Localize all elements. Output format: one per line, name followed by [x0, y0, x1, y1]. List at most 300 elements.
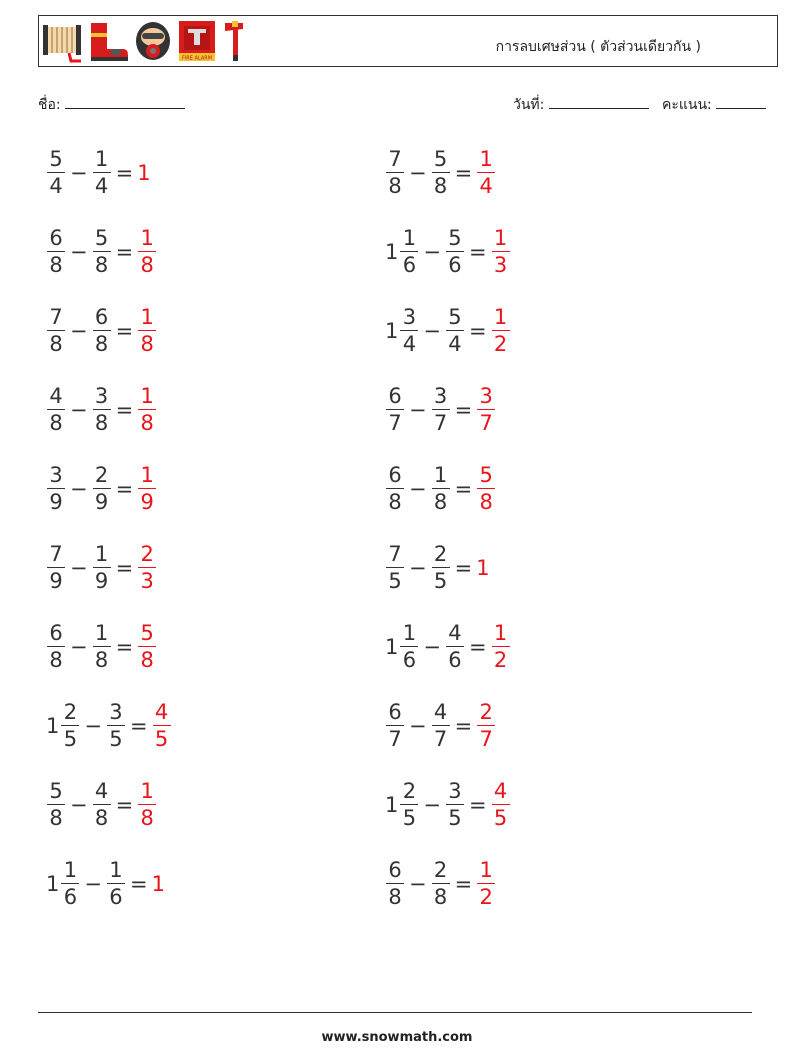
minuend [46, 307, 66, 355]
answer [152, 872, 166, 896]
subtrahend-fraction [446, 623, 464, 671]
subtrahend [92, 544, 112, 592]
answer-denominator: 9 [140, 490, 154, 514]
subtrahend-numerator: 1 [93, 544, 111, 568]
answer-fraction [138, 228, 156, 276]
problem-item [46, 146, 152, 200]
answer-fraction [138, 544, 156, 592]
minuend-denominator: 5 [388, 569, 402, 593]
subtrahend [431, 386, 451, 434]
minuend-numerator: 3 [47, 465, 65, 489]
subtrahend-denominator: 8 [433, 885, 448, 909]
date-field [513, 94, 649, 116]
minus-sign: − [423, 319, 441, 343]
minuend [46, 544, 66, 592]
minuend [385, 307, 419, 355]
answer [152, 702, 172, 750]
subtrahend-numerator: 3 [93, 386, 111, 410]
minus-sign: − [423, 793, 441, 817]
subtrahend [92, 149, 112, 197]
equals-sign: = [468, 240, 487, 264]
minuend [385, 149, 405, 197]
answer-fraction [492, 228, 510, 276]
subtrahend-fraction [107, 702, 125, 750]
minus-sign: − [423, 635, 441, 659]
answer-numerator: 5 [138, 623, 156, 647]
subtrahend-denominator: 4 [448, 332, 462, 356]
minuend-fraction [386, 544, 404, 592]
subtrahend-fraction [432, 860, 450, 908]
minuend-numerator: 6 [386, 386, 404, 410]
subtrahend [431, 860, 451, 908]
minus-sign: − [70, 477, 88, 501]
minuend [46, 702, 80, 750]
subtrahend-numerator: 3 [446, 781, 464, 805]
subtrahend-denominator: 8 [94, 332, 109, 356]
minuend-denominator: 8 [49, 648, 63, 672]
problem-item [385, 225, 511, 279]
equals-sign: = [454, 161, 473, 185]
minus-sign: − [70, 161, 88, 185]
minuend-fraction [47, 623, 65, 671]
answer-fraction [138, 386, 156, 434]
subtrahend-denominator: 8 [94, 253, 109, 277]
subtrahend-fraction [446, 228, 464, 276]
minuend-numerator: 3 [400, 307, 418, 331]
answer-whole: 1 [476, 556, 490, 580]
problem-item [46, 857, 166, 911]
name-field [38, 94, 185, 116]
answer-denominator: 8 [479, 490, 493, 514]
answer-fraction [138, 623, 156, 671]
minuend-fraction [47, 149, 65, 197]
minuend [46, 781, 66, 829]
problem-item [385, 304, 511, 358]
equals-sign: = [454, 872, 473, 896]
answer-numerator: 4 [153, 702, 171, 726]
score-field [662, 94, 766, 116]
minuend-numerator: 1 [400, 228, 418, 252]
subtrahend-fraction [432, 149, 450, 197]
minuend-numerator: 6 [47, 228, 65, 252]
equals-sign: = [115, 161, 134, 185]
equals-sign: = [129, 714, 148, 738]
minuend-fraction [386, 465, 404, 513]
answer-whole: 1 [151, 872, 165, 896]
subtrahend-fraction [93, 307, 111, 355]
subtrahend [92, 465, 112, 513]
date-label: วันที่: [513, 97, 545, 113]
problem-item [385, 778, 511, 832]
fire-hose-icon [41, 19, 83, 63]
answer [491, 307, 511, 355]
answer-numerator: 1 [138, 386, 156, 410]
subtrahend [92, 386, 112, 434]
minus-sign: − [70, 793, 88, 817]
subtrahend-fraction [93, 781, 111, 829]
minuend-numerator: 4 [47, 386, 65, 410]
answer-numerator: 1 [138, 781, 156, 805]
answer-numerator: 3 [477, 386, 495, 410]
subtrahend [431, 544, 451, 592]
minuend-whole: 1 [385, 793, 399, 817]
subtrahend-numerator: 3 [432, 386, 450, 410]
subtrahend-fraction [446, 307, 464, 355]
subtrahend-fraction [432, 386, 450, 434]
minuend [385, 544, 405, 592]
answer [476, 860, 496, 908]
answer-numerator: 1 [492, 307, 510, 331]
minus-sign: − [70, 319, 88, 343]
subtrahend [431, 465, 451, 513]
subtrahend [445, 307, 465, 355]
fire-alarm-icon [177, 19, 217, 63]
answer-denominator: 8 [140, 806, 154, 830]
header-icons [41, 18, 251, 64]
subtrahend-fraction [432, 544, 450, 592]
subtrahend-numerator: 5 [446, 307, 464, 331]
answer-denominator: 5 [154, 727, 169, 751]
minuend-denominator: 4 [49, 174, 63, 198]
answer-denominator: 7 [479, 727, 493, 751]
answer-fraction [138, 781, 156, 829]
minuend-fraction [47, 228, 65, 276]
answer-fraction [477, 386, 495, 434]
subtrahend-numerator: 2 [432, 544, 450, 568]
minuend-denominator: 8 [49, 332, 63, 356]
answer [137, 307, 157, 355]
subtrahend [445, 781, 465, 829]
score-line[interactable] [716, 94, 766, 109]
minuend-denominator: 8 [388, 174, 402, 198]
subtrahend-denominator: 8 [94, 411, 109, 435]
minuend-numerator: 5 [47, 149, 65, 173]
subtrahend-numerator: 4 [432, 702, 450, 726]
minuend [46, 465, 66, 513]
subtrahend-fraction [93, 465, 111, 513]
minuend-denominator: 7 [388, 411, 402, 435]
problem-item [385, 857, 496, 911]
answer-denominator: 2 [493, 648, 508, 672]
equals-sign: = [115, 319, 134, 343]
answer [137, 781, 157, 829]
problem-item [46, 225, 157, 279]
subtrahend-denominator: 6 [448, 648, 462, 672]
minuend-numerator: 2 [400, 781, 418, 805]
fire-boot-icon [87, 19, 129, 63]
subtrahend-numerator: 2 [432, 860, 450, 884]
subtrahend-denominator: 5 [433, 569, 448, 593]
subtrahend [445, 228, 465, 276]
answer-denominator: 8 [140, 411, 154, 435]
minuend-whole: 1 [385, 635, 399, 659]
answer-fraction [138, 307, 156, 355]
answer [491, 623, 511, 671]
subtrahend-denominator: 8 [94, 648, 109, 672]
problem-item [385, 541, 491, 595]
equals-sign: = [468, 635, 487, 659]
minuend-denominator: 9 [49, 569, 63, 593]
subtrahend-fraction [93, 228, 111, 276]
subtrahend-denominator: 5 [109, 727, 123, 751]
name-label: ชื่อ: [38, 97, 61, 113]
answer [137, 228, 157, 276]
problem-item [46, 383, 157, 437]
answer-fraction [153, 702, 171, 750]
subtrahend [431, 702, 451, 750]
minuend-denominator: 5 [63, 727, 78, 751]
problem-item [46, 462, 157, 516]
subtrahend [92, 623, 112, 671]
minuend-numerator: 2 [61, 702, 79, 726]
subtrahend-numerator: 1 [107, 860, 125, 884]
subtrahend-numerator: 4 [93, 781, 111, 805]
minuend [385, 702, 405, 750]
answer-denominator: 3 [140, 569, 154, 593]
equals-sign: = [454, 477, 473, 501]
answer-fraction [138, 465, 156, 513]
problem-item [385, 620, 511, 674]
answer-denominator: 8 [140, 648, 154, 672]
subtrahend-fraction [93, 544, 111, 592]
minuend-fraction [400, 307, 418, 355]
minuend-denominator: 6 [402, 648, 417, 672]
answer [491, 781, 511, 829]
minuend-fraction [47, 386, 65, 434]
answer-denominator: 3 [493, 253, 508, 277]
answer [137, 386, 157, 434]
minuend [385, 860, 405, 908]
worksheet-header [38, 15, 778, 67]
minuend [46, 228, 66, 276]
fire-axe-icon [221, 19, 251, 63]
minuend-numerator: 7 [386, 544, 404, 568]
subtrahend-fraction [93, 149, 111, 197]
minus-sign: − [409, 398, 427, 422]
worksheet-title: การลบเศษส่วน ( ตัวส่วนเดียวกัน ) [495, 39, 701, 55]
minuend-whole: 1 [385, 240, 399, 264]
answer [476, 702, 496, 750]
answer-denominator: 4 [479, 174, 493, 198]
subtrahend [431, 149, 451, 197]
minuend-numerator: 7 [47, 307, 65, 331]
minus-sign: − [409, 714, 427, 738]
minuend [385, 228, 419, 276]
minuend-numerator: 6 [386, 860, 404, 884]
minuend-denominator: 8 [388, 885, 402, 909]
subtrahend-numerator: 6 [93, 307, 111, 331]
minuend-fraction [400, 228, 418, 276]
problem-item [385, 146, 496, 200]
score-label: คะแนน: [662, 97, 712, 113]
minuend-numerator: 6 [386, 465, 404, 489]
answer-numerator: 1 [477, 860, 495, 884]
answer-denominator: 2 [493, 332, 508, 356]
answer-denominator: 8 [140, 332, 154, 356]
minuend-denominator: 6 [63, 885, 78, 909]
minuend [385, 386, 405, 434]
answer-denominator: 7 [479, 411, 493, 435]
minus-sign: − [409, 161, 427, 185]
answer-numerator: 1 [492, 228, 510, 252]
equals-sign: = [129, 872, 148, 896]
minuend-whole: 1 [385, 319, 399, 343]
gas-mask-icon [133, 19, 173, 63]
subtrahend-numerator: 1 [432, 465, 450, 489]
minuend-fraction [386, 860, 404, 908]
answer [476, 149, 496, 197]
problem-item [46, 304, 157, 358]
subtrahend-fraction [432, 702, 450, 750]
subtrahend-denominator: 8 [433, 490, 448, 514]
answer-numerator: 1 [477, 149, 495, 173]
minuend-denominator: 7 [388, 727, 402, 751]
minuend [385, 465, 405, 513]
subtrahend [445, 623, 465, 671]
subtrahend-denominator: 6 [448, 253, 462, 277]
subtrahend-denominator: 6 [109, 885, 123, 909]
subtrahend-fraction [432, 465, 450, 513]
subtrahend-denominator: 7 [433, 727, 448, 751]
minus-sign: − [409, 872, 427, 896]
problem-item [46, 620, 157, 674]
subtrahend [92, 228, 112, 276]
minuend-fraction [47, 307, 65, 355]
equals-sign: = [115, 635, 134, 659]
problem-item [385, 383, 496, 437]
subtrahend [92, 781, 112, 829]
minuend-whole: 1 [46, 714, 60, 738]
subtrahend-numerator: 1 [93, 149, 111, 173]
minus-sign: − [84, 872, 102, 896]
answer [137, 544, 157, 592]
minus-sign: − [70, 398, 88, 422]
minus-sign: − [70, 635, 88, 659]
subtrahend [106, 860, 126, 908]
minuend-numerator: 6 [47, 623, 65, 647]
minuend-denominator: 4 [402, 332, 417, 356]
equals-sign: = [115, 477, 134, 501]
answer-fraction [492, 781, 510, 829]
subtrahend-numerator: 5 [446, 228, 464, 252]
answer-numerator: 5 [477, 465, 495, 489]
answer-fraction [492, 623, 510, 671]
answer [137, 161, 151, 185]
minuend [385, 623, 419, 671]
answer-fraction [477, 860, 495, 908]
subtrahend-denominator: 9 [94, 569, 109, 593]
subtrahend-fraction [107, 860, 125, 908]
answer-numerator: 1 [492, 623, 510, 647]
minuend-denominator: 8 [49, 253, 63, 277]
minuend-fraction [400, 781, 418, 829]
answer-denominator: 8 [140, 253, 154, 277]
minuend [385, 781, 419, 829]
minus-sign: − [409, 477, 427, 501]
minuend-numerator: 5 [47, 781, 65, 805]
minuend-denominator: 5 [402, 806, 417, 830]
subtrahend [106, 702, 126, 750]
minuend-denominator: 6 [402, 253, 417, 277]
answer-numerator: 2 [477, 702, 495, 726]
minuend-numerator: 1 [61, 860, 79, 884]
answer [476, 556, 490, 580]
minus-sign: − [409, 556, 427, 580]
problem-item [46, 778, 157, 832]
minuend [46, 623, 66, 671]
minuend-fraction [47, 544, 65, 592]
subtrahend-denominator: 8 [94, 806, 109, 830]
answer-whole: 1 [137, 161, 151, 185]
answer-fraction [477, 149, 495, 197]
fire-alarm-label: FIRE ALARM [181, 55, 213, 62]
subtrahend-denominator: 8 [433, 174, 448, 198]
equals-sign: = [468, 793, 487, 817]
minus-sign: − [84, 714, 102, 738]
minuend-fraction [47, 781, 65, 829]
minuend-fraction [61, 860, 79, 908]
minuend-numerator: 7 [47, 544, 65, 568]
subtrahend-fraction [93, 623, 111, 671]
minuend-numerator: 6 [386, 702, 404, 726]
subtrahend-numerator: 4 [446, 623, 464, 647]
subtrahend-numerator: 3 [107, 702, 125, 726]
equals-sign: = [115, 556, 134, 580]
minuend-fraction [386, 386, 404, 434]
equals-sign: = [115, 398, 134, 422]
problem-item [46, 541, 157, 595]
answer-fraction [477, 465, 495, 513]
footer-url: www.snowmath.com [321, 1030, 473, 1045]
subtrahend-fraction [93, 386, 111, 434]
subtrahend-denominator: 9 [94, 490, 109, 514]
minuend-fraction [386, 149, 404, 197]
equals-sign: = [454, 714, 473, 738]
minuend [46, 386, 66, 434]
equals-sign: = [115, 240, 134, 264]
answer [476, 465, 496, 513]
minus-sign: − [423, 240, 441, 264]
minuend-numerator: 1 [400, 623, 418, 647]
minuend-fraction [386, 702, 404, 750]
answer-numerator: 1 [138, 228, 156, 252]
answer [491, 228, 511, 276]
subtrahend-numerator: 5 [93, 228, 111, 252]
minuend-numerator: 7 [386, 149, 404, 173]
subtrahend-numerator: 5 [432, 149, 450, 173]
answer-fraction [477, 702, 495, 750]
answer-numerator: 4 [492, 781, 510, 805]
minuend [46, 149, 66, 197]
subtrahend-denominator: 4 [94, 174, 109, 198]
subtrahend-fraction [446, 781, 464, 829]
minuend-denominator: 8 [49, 411, 63, 435]
answer-numerator: 1 [138, 465, 156, 489]
answer-denominator: 5 [493, 806, 508, 830]
answer-fraction [492, 307, 510, 355]
date-line[interactable] [549, 94, 649, 109]
problem-item [46, 699, 172, 753]
minuend-denominator: 8 [388, 490, 402, 514]
equals-sign: = [115, 793, 134, 817]
subtrahend-denominator: 5 [448, 806, 462, 830]
minuend [46, 860, 80, 908]
equals-sign: = [454, 398, 473, 422]
answer [476, 386, 496, 434]
minuend-denominator: 8 [49, 806, 63, 830]
name-line[interactable] [65, 94, 185, 109]
minuend-denominator: 9 [49, 490, 63, 514]
